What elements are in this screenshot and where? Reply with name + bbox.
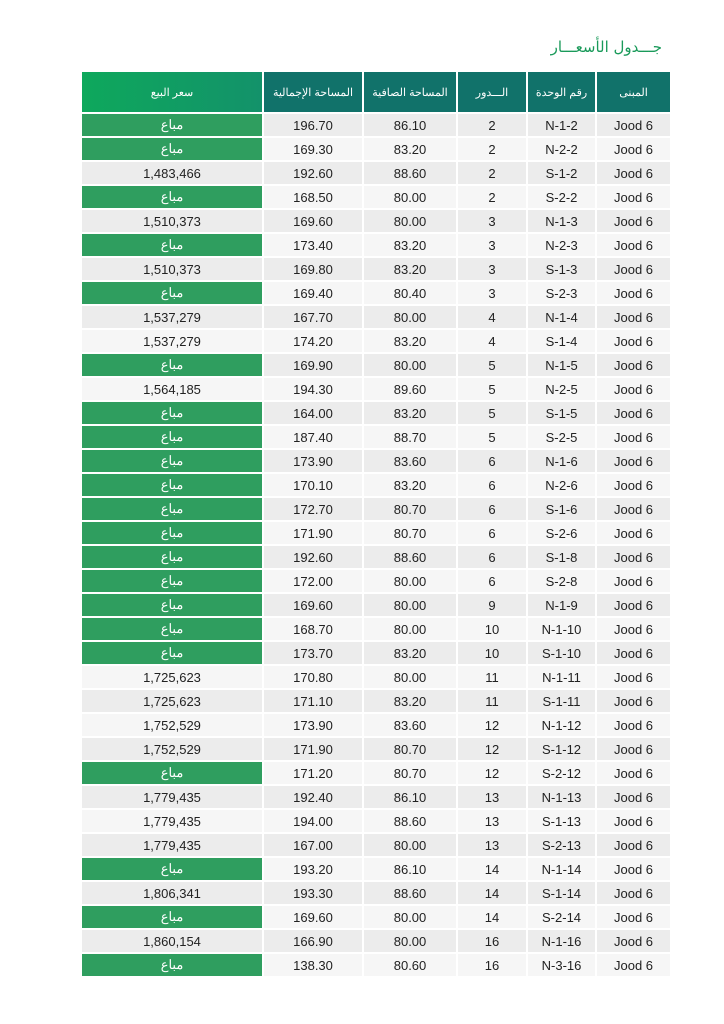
- cell-unit: 4-S-1: [526, 330, 595, 354]
- table-row: [54, 234, 670, 258]
- cell-unit: 6-N-1: [526, 450, 595, 474]
- cell-price: 1,725,623: [82, 666, 262, 690]
- cell-unit: 14-S-2: [526, 906, 595, 930]
- cell-price: 1,779,435: [82, 834, 262, 858]
- cell-floor: 3: [456, 282, 526, 306]
- cell-net-area: 80.00: [362, 666, 456, 690]
- table-row: [54, 858, 670, 882]
- table-row: [54, 354, 670, 378]
- cell-floor: 14: [456, 906, 526, 930]
- cell-floor: 6: [456, 570, 526, 594]
- cell-price: 1,483,466: [82, 162, 262, 186]
- cell-unit: 2-N-2: [526, 138, 595, 162]
- cell-net-area: 80.70: [362, 762, 456, 786]
- cell-unit: 6-N-2: [526, 474, 595, 498]
- table-header: [54, 72, 670, 114]
- cell-unit: 3-N-1: [526, 210, 595, 234]
- cell-price: مباع: [82, 354, 262, 378]
- cell-floor: 6: [456, 522, 526, 546]
- cell-price: 1,510,373: [82, 258, 262, 282]
- table-row: [54, 522, 670, 546]
- table-row: [54, 594, 670, 618]
- table-row: [54, 186, 670, 210]
- cell-floor: 3: [456, 210, 526, 234]
- cell-floor: 10: [456, 642, 526, 666]
- cell-floor: 12: [456, 762, 526, 786]
- cell-building: Jood 6: [595, 354, 670, 378]
- table-row: [54, 138, 670, 162]
- cell-building: Jood 6: [595, 570, 670, 594]
- cell-net-area: 80.00: [362, 210, 456, 234]
- cell-price: مباع: [82, 570, 262, 594]
- cell-gross-area: 173.40: [262, 234, 362, 258]
- cell-floor: 11: [456, 690, 526, 714]
- cell-price: مباع: [82, 522, 262, 546]
- cell-building: Jood 6: [595, 426, 670, 450]
- cell-gross-area: 171.20: [262, 762, 362, 786]
- cell-net-area: 83.20: [362, 690, 456, 714]
- cell-building: Jood 6: [595, 666, 670, 690]
- cell-unit: 12-N-1: [526, 714, 595, 738]
- cell-gross-area: 187.40: [262, 426, 362, 450]
- cell-building: Jood 6: [595, 762, 670, 786]
- table-row: [54, 498, 670, 522]
- cell-unit: 3-S-1: [526, 258, 595, 282]
- table-row: [54, 810, 670, 834]
- table-row: [54, 378, 670, 402]
- cell-building: Jood 6: [595, 618, 670, 642]
- cell-floor: 13: [456, 810, 526, 834]
- cell-price: مباع: [82, 138, 262, 162]
- cell-building: Jood 6: [595, 882, 670, 906]
- cell-gross-area: 193.20: [262, 858, 362, 882]
- cell-floor: 2: [456, 114, 526, 138]
- header-floor: الـــدور: [456, 72, 526, 114]
- table-row: [54, 162, 670, 186]
- cell-floor: 12: [456, 738, 526, 762]
- cell-floor: 13: [456, 786, 526, 810]
- cell-gross-area: 168.70: [262, 618, 362, 642]
- cell-net-area: 86.10: [362, 786, 456, 810]
- table-row: [54, 306, 670, 330]
- cell-unit: 13-S-2: [526, 834, 595, 858]
- cell-gross-area: 171.90: [262, 738, 362, 762]
- cell-building: Jood 6: [595, 210, 670, 234]
- cell-unit: 13-S-1: [526, 810, 595, 834]
- cell-net-area: 83.20: [362, 474, 456, 498]
- table-row: [54, 210, 670, 234]
- cell-floor: 16: [456, 930, 526, 954]
- cell-gross-area: 172.70: [262, 498, 362, 522]
- cell-net-area: 83.20: [362, 642, 456, 666]
- cell-net-area: 88.60: [362, 162, 456, 186]
- cell-floor: 12: [456, 714, 526, 738]
- page-title: جـــدول الأسعـــار: [550, 38, 662, 56]
- cell-gross-area: 138.30: [262, 954, 362, 978]
- cell-unit: 16-N-1: [526, 930, 595, 954]
- cell-net-area: 80.60: [362, 954, 456, 978]
- cell-gross-area: 171.90: [262, 522, 362, 546]
- cell-floor: 5: [456, 402, 526, 426]
- cell-unit: 11-N-1: [526, 666, 595, 690]
- cell-price: مباع: [82, 402, 262, 426]
- cell-gross-area: 194.00: [262, 810, 362, 834]
- cell-building: Jood 6: [595, 402, 670, 426]
- cell-unit: 16-N-3: [526, 954, 595, 978]
- cell-price: 1,860,154: [82, 930, 262, 954]
- cell-building: Jood 6: [595, 330, 670, 354]
- cell-gross-area: 192.60: [262, 546, 362, 570]
- table-row: [54, 714, 670, 738]
- cell-gross-area: 196.70: [262, 114, 362, 138]
- cell-unit: 8-S-2: [526, 570, 595, 594]
- cell-unit: 9-N-1: [526, 594, 595, 618]
- cell-price: 1,537,279: [82, 330, 262, 354]
- cell-price: مباع: [82, 114, 262, 138]
- cell-net-area: 80.00: [362, 354, 456, 378]
- table-row: [54, 642, 670, 666]
- cell-building: Jood 6: [595, 858, 670, 882]
- cell-building: Jood 6: [595, 834, 670, 858]
- cell-unit: 13-N-1: [526, 786, 595, 810]
- cell-net-area: 88.60: [362, 810, 456, 834]
- cell-floor: 6: [456, 546, 526, 570]
- cell-net-area: 80.00: [362, 834, 456, 858]
- table-row: [54, 690, 670, 714]
- cell-net-area: 83.20: [362, 402, 456, 426]
- cell-unit: 3-S-2: [526, 282, 595, 306]
- cell-floor: 4: [456, 330, 526, 354]
- cell-price: مباع: [82, 618, 262, 642]
- cell-price: 1,779,435: [82, 810, 262, 834]
- cell-gross-area: 170.80: [262, 666, 362, 690]
- cell-building: Jood 6: [595, 378, 670, 402]
- cell-net-area: 86.10: [362, 114, 456, 138]
- cell-price: مباع: [82, 858, 262, 882]
- cell-net-area: 80.00: [362, 594, 456, 618]
- cell-gross-area: 169.40: [262, 282, 362, 306]
- cell-gross-area: 169.30: [262, 138, 362, 162]
- table-row: [54, 618, 670, 642]
- cell-net-area: 80.00: [362, 930, 456, 954]
- header-price: سعر البيع: [82, 72, 262, 114]
- cell-building: Jood 6: [595, 162, 670, 186]
- cell-floor: 3: [456, 234, 526, 258]
- cell-building: Jood 6: [595, 474, 670, 498]
- cell-floor: 16: [456, 954, 526, 978]
- cell-net-area: 80.00: [362, 186, 456, 210]
- table-row: [54, 546, 670, 570]
- cell-price: 1,752,529: [82, 714, 262, 738]
- cell-building: Jood 6: [595, 258, 670, 282]
- cell-net-area: 88.70: [362, 426, 456, 450]
- cell-price: 1,806,341: [82, 882, 262, 906]
- cell-unit: 6-S-1: [526, 498, 595, 522]
- table-row: [54, 426, 670, 450]
- cell-gross-area: 174.20: [262, 330, 362, 354]
- cell-net-area: 83.60: [362, 450, 456, 474]
- cell-net-area: 80.00: [362, 906, 456, 930]
- cell-building: Jood 6: [595, 186, 670, 210]
- cell-net-area: 89.60: [362, 378, 456, 402]
- cell-gross-area: 173.90: [262, 450, 362, 474]
- table-row: [54, 666, 670, 690]
- table-body: [54, 114, 670, 978]
- cell-unit: 2-N-1: [526, 114, 595, 138]
- cell-net-area: 88.60: [362, 882, 456, 906]
- table-row: [54, 738, 670, 762]
- cell-floor: 6: [456, 474, 526, 498]
- cell-building: Jood 6: [595, 114, 670, 138]
- cell-price: مباع: [82, 186, 262, 210]
- cell-building: Jood 6: [595, 546, 670, 570]
- cell-building: Jood 6: [595, 714, 670, 738]
- cell-gross-area: 166.90: [262, 930, 362, 954]
- cell-gross-area: 173.70: [262, 642, 362, 666]
- cell-gross-area: 168.50: [262, 186, 362, 210]
- cell-unit: 3-N-2: [526, 234, 595, 258]
- cell-floor: 14: [456, 882, 526, 906]
- table-row: [54, 882, 670, 906]
- cell-gross-area: 173.90: [262, 714, 362, 738]
- cell-price: مباع: [82, 546, 262, 570]
- cell-unit: 5-N-1: [526, 354, 595, 378]
- cell-unit: 5-N-2: [526, 378, 595, 402]
- cell-gross-area: 192.40: [262, 786, 362, 810]
- cell-gross-area: 170.10: [262, 474, 362, 498]
- cell-price: 1,725,623: [82, 690, 262, 714]
- table-row: [54, 954, 670, 978]
- cell-price: مباع: [82, 282, 262, 306]
- cell-building: Jood 6: [595, 450, 670, 474]
- cell-floor: 5: [456, 354, 526, 378]
- cell-building: Jood 6: [595, 930, 670, 954]
- cell-building: Jood 6: [595, 498, 670, 522]
- cell-unit: 10-S-1: [526, 642, 595, 666]
- cell-unit: 6-S-2: [526, 522, 595, 546]
- cell-floor: 11: [456, 666, 526, 690]
- cell-unit: 12-S-1: [526, 738, 595, 762]
- cell-unit: 14-S-1: [526, 882, 595, 906]
- cell-building: Jood 6: [595, 642, 670, 666]
- cell-gross-area: 171.10: [262, 690, 362, 714]
- cell-building: Jood 6: [595, 786, 670, 810]
- cell-floor: 14: [456, 858, 526, 882]
- cell-net-area: 88.60: [362, 546, 456, 570]
- cell-building: Jood 6: [595, 690, 670, 714]
- cell-price: 1,564,185: [82, 378, 262, 402]
- cell-floor: 5: [456, 378, 526, 402]
- cell-floor: 2: [456, 162, 526, 186]
- cell-gross-area: 169.80: [262, 258, 362, 282]
- cell-net-area: 83.20: [362, 258, 456, 282]
- price-table: [54, 72, 670, 978]
- cell-unit: 4-N-1: [526, 306, 595, 330]
- cell-net-area: 80.70: [362, 522, 456, 546]
- cell-price: مباع: [82, 906, 262, 930]
- cell-floor: 6: [456, 450, 526, 474]
- table-row: [54, 450, 670, 474]
- cell-net-area: 80.40: [362, 282, 456, 306]
- table-row: [54, 330, 670, 354]
- cell-net-area: 86.10: [362, 858, 456, 882]
- table-row: [54, 402, 670, 426]
- cell-unit: 2-S-2: [526, 186, 595, 210]
- table-row: [54, 282, 670, 306]
- cell-floor: 4: [456, 306, 526, 330]
- cell-gross-area: 192.60: [262, 162, 362, 186]
- cell-net-area: 83.20: [362, 330, 456, 354]
- cell-price: مباع: [82, 474, 262, 498]
- cell-building: Jood 6: [595, 234, 670, 258]
- cell-gross-area: 167.00: [262, 834, 362, 858]
- header-unit: رقم الوحدة: [526, 72, 595, 114]
- table-row: [54, 834, 670, 858]
- table-row: [54, 570, 670, 594]
- cell-gross-area: 169.90: [262, 354, 362, 378]
- cell-net-area: 80.70: [362, 498, 456, 522]
- table-row: [54, 786, 670, 810]
- cell-unit: 5-S-2: [526, 426, 595, 450]
- cell-gross-area: 167.70: [262, 306, 362, 330]
- cell-net-area: 83.20: [362, 234, 456, 258]
- cell-building: Jood 6: [595, 738, 670, 762]
- cell-price: 1,752,529: [82, 738, 262, 762]
- cell-building: Jood 6: [595, 954, 670, 978]
- cell-floor: 3: [456, 258, 526, 282]
- cell-gross-area: 172.00: [262, 570, 362, 594]
- cell-floor: 9: [456, 594, 526, 618]
- cell-gross-area: 169.60: [262, 906, 362, 930]
- cell-unit: 2-S-1: [526, 162, 595, 186]
- cell-unit: 14-N-1: [526, 858, 595, 882]
- table-row: [54, 474, 670, 498]
- cell-unit: 10-N-1: [526, 618, 595, 642]
- cell-floor: 2: [456, 186, 526, 210]
- cell-price: 1,510,373: [82, 210, 262, 234]
- cell-floor: 2: [456, 138, 526, 162]
- cell-price: مباع: [82, 594, 262, 618]
- cell-gross-area: 164.00: [262, 402, 362, 426]
- cell-building: Jood 6: [595, 138, 670, 162]
- cell-price: مباع: [82, 234, 262, 258]
- cell-building: Jood 6: [595, 306, 670, 330]
- cell-net-area: 83.20: [362, 138, 456, 162]
- cell-building: Jood 6: [595, 810, 670, 834]
- cell-price: مباع: [82, 762, 262, 786]
- header-net-area: المساحة الصافية: [362, 72, 456, 114]
- cell-net-area: 80.00: [362, 306, 456, 330]
- table-row: [54, 906, 670, 930]
- cell-building: Jood 6: [595, 594, 670, 618]
- cell-price: مباع: [82, 426, 262, 450]
- cell-building: Jood 6: [595, 906, 670, 930]
- cell-gross-area: 169.60: [262, 594, 362, 618]
- cell-price: مباع: [82, 954, 262, 978]
- cell-gross-area: 169.60: [262, 210, 362, 234]
- cell-net-area: 80.70: [362, 738, 456, 762]
- cell-building: Jood 6: [595, 282, 670, 306]
- cell-net-area: 80.00: [362, 570, 456, 594]
- cell-unit: 12-S-2: [526, 762, 595, 786]
- cell-floor: 13: [456, 834, 526, 858]
- table-row: [54, 762, 670, 786]
- cell-gross-area: 193.30: [262, 882, 362, 906]
- cell-net-area: 80.00: [362, 618, 456, 642]
- cell-price: مباع: [82, 498, 262, 522]
- cell-net-area: 83.60: [362, 714, 456, 738]
- table-row: [54, 114, 670, 138]
- cell-unit: 8-S-1: [526, 546, 595, 570]
- table-row: [54, 930, 670, 954]
- cell-unit: 5-S-1: [526, 402, 595, 426]
- cell-price: 1,537,279: [82, 306, 262, 330]
- cell-price: 1,779,435: [82, 786, 262, 810]
- table-row: [54, 258, 670, 282]
- cell-price: مباع: [82, 642, 262, 666]
- cell-floor: 5: [456, 426, 526, 450]
- cell-unit: 11-S-1: [526, 690, 595, 714]
- header-gross-area: المساحة الإجمالية: [262, 72, 362, 114]
- header-building: المبنى: [595, 72, 670, 114]
- cell-building: Jood 6: [595, 522, 670, 546]
- cell-price: مباع: [82, 450, 262, 474]
- cell-floor: 6: [456, 498, 526, 522]
- cell-floor: 10: [456, 618, 526, 642]
- cell-gross-area: 194.30: [262, 378, 362, 402]
